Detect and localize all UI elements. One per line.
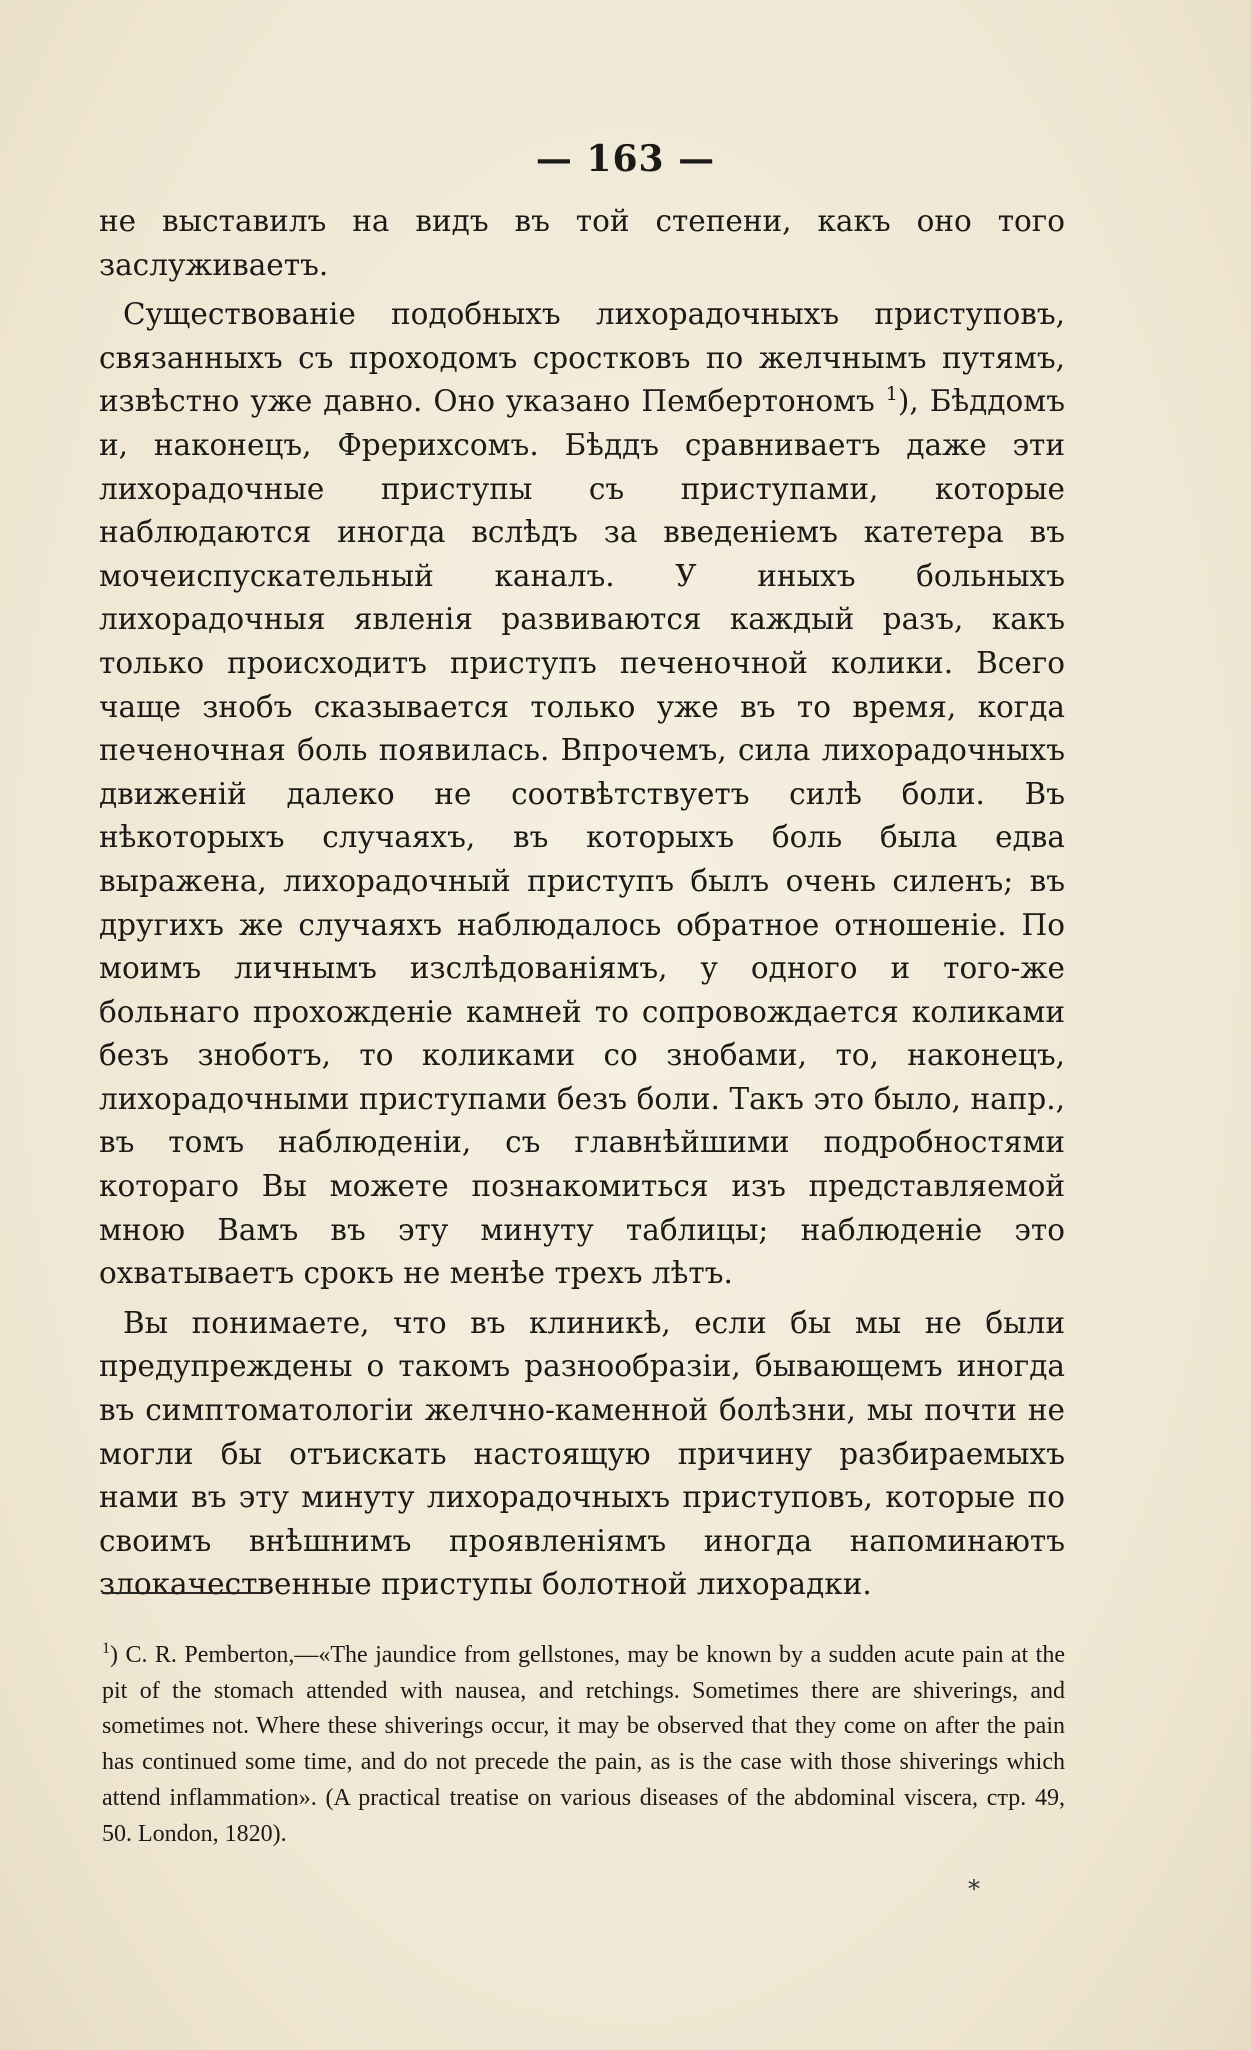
footnote-reference[interactable]: 1: [885, 383, 898, 406]
paragraph-history: [99, 293, 1065, 1296]
footnote: [102, 1638, 1065, 1852]
footnote-divider: [102, 1592, 262, 1594]
body-text: [99, 200, 1065, 1607]
printer-mark: *: [968, 1875, 980, 1903]
paragraph-continuation: [99, 200, 1065, 287]
footnote-mark: 1: [102, 1640, 110, 1657]
paragraph-text: Существованіе подобныхъ лихорадочныхъ приступовъ, связанныхъ съ проходомъ сростковъ по желчнымъ путямъ, извѣстно уже давно. Оно указано Пембертономъ: [99, 297, 1065, 419]
page-number: — 163 —: [535, 138, 716, 180]
paragraph-text: не выставилъ на видъ въ той степени, какъ оно того заслуживаетъ.: [99, 204, 1065, 282]
paragraph-text: ), Бѣддомъ и, наконецъ, Фрерихсомъ. Бѣддъ сравниваетъ даже эти лихорадочные приступы съ приступами, которые наблюдаются иногда вслѣдъ за введеніемъ катетера въ мочеиспускательный каналъ. У иныхъ больныхъ лихорадочныя явленія развиваются каждый разъ, какъ только происходитъ приступъ печеночной колики. Всего чаще знобъ сказывается только уже въ то время, когда печеночная боль появилась. Впрочемъ, сила лихорадочныхъ движеній далеко не соотвѣтствуетъ силѣ боли. Въ нѣкоторыхъ случаяхъ, въ которыхъ боль была едва выражена, лихорадочный приступъ былъ очень силенъ; въ другихъ же случаяхъ наблюдалось обратное отношеніе. По моимъ личнымъ изслѣдованіямъ, у одного и того-же больнаго прохожденіе камней то сопровождается коликами безъ зноботъ, то коликами со знобами, то, наконецъ, лихорадочными приступами безъ боли. Такъ это было, напр., въ томъ наблюденіи, съ главнѣйшими подробностями котораго Вы можете познакомиться изъ представляемой мною Вамъ въ эту минуту таблицы; наблюденіе это охватываетъ срокъ не менѣе трехъ лѣтъ.: [99, 384, 1065, 1291]
paragraph-text: Вы понимаете, что въ клиникѣ, если бы мы не были предупреждены о такомъ разнообразіи, бывающемъ иногда въ симптоматологіи желчно-каменной болѣзни, мы почти не могли бы отъискать настоящую причину разбираемыхъ нами въ эту минуту лихорадочныхъ приступовъ, которые по своимъ внѣшнимъ проявленіямъ иногда напоминаютъ злокачественные приступы болотной лихорадки.: [99, 1305, 1065, 1602]
footnote-text: ) C. R. Pemberton,—«The jaundice from gellstones, may be known by a sudden acute pain at the pit of the stomach attended with nausea, and retchings. Sometimes there are shiverings, and sometimes not. Where these shiverings occur, it may be observed that they come on after the pain has continued some time, and do not precede the pain, as is the case with those shiverings which attend inflammation». (A practical treatise on various diseases of the abdominal viscera, стр. 49, 50. London, 1820).: [102, 1642, 1065, 1847]
paragraph-conclusion: [99, 1302, 1065, 1607]
